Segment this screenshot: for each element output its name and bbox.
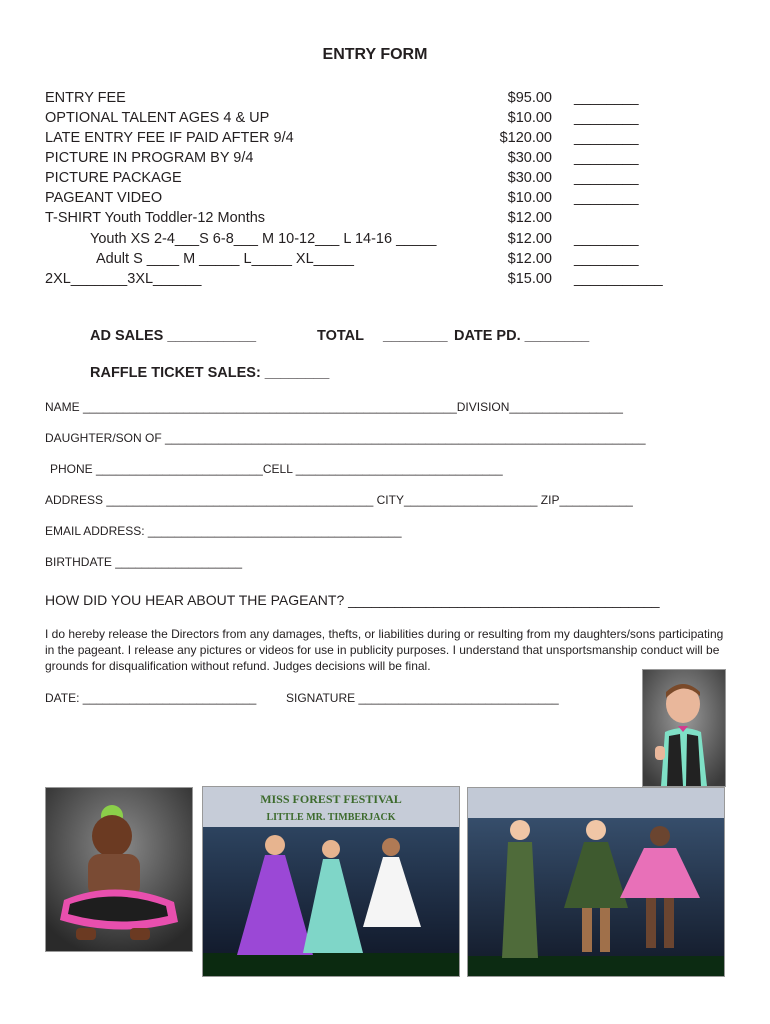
fee-label: OPTIONAL TALENT AGES 4 & UP bbox=[45, 110, 270, 126]
page-title: ENTRY FORM bbox=[322, 46, 428, 63]
fee-label: Youth XS 2-4___S 6-8___ M 10-12___ L 14-16 _____ bbox=[90, 231, 437, 247]
baby-contestant-photo bbox=[45, 787, 193, 952]
fee-amount: $120.00 bbox=[499, 130, 552, 146]
fee-amount: $12.00 bbox=[507, 210, 552, 226]
fee-blank[interactable]: ________ bbox=[574, 251, 639, 267]
fee-amount: $30.00 bbox=[507, 150, 552, 166]
fee-amount: $12.00 bbox=[507, 251, 552, 267]
fee-label: PICTURE IN PROGRAM BY 9/4 bbox=[45, 150, 254, 166]
fee-amount: $95.00 bbox=[507, 90, 552, 106]
fee-amount: $10.00 bbox=[507, 110, 552, 126]
address-field[interactable]: ADDRESS ________________________________________ CITY____________________ ZIP___________ bbox=[45, 493, 633, 507]
stage-contestants-photo bbox=[202, 786, 460, 977]
stage-banner-text-2: LITTLE MR. TIMBERJACK bbox=[266, 812, 396, 823]
raffle-ticket-field[interactable]: RAFFLE TICKET SALES: ________ bbox=[90, 365, 330, 381]
date-paid-field[interactable]: DATE PD. ________ bbox=[454, 328, 590, 344]
fee-blank[interactable]: ________ bbox=[574, 190, 639, 206]
total-field[interactable]: ________ bbox=[383, 328, 448, 344]
signature-field[interactable]: SIGNATURE ______________________________ bbox=[286, 691, 559, 705]
fee-blank[interactable]: ________ bbox=[574, 170, 639, 186]
hear-about-field[interactable]: HOW DID YOU HEAR ABOUT THE PAGEANT? ________________________________________ bbox=[45, 592, 660, 608]
fee-blank[interactable]: ________ bbox=[574, 130, 639, 146]
fee-label: PICTURE PACKAGE bbox=[45, 170, 182, 186]
fee-label: 2XL_______3XL______ bbox=[45, 271, 202, 287]
phone-cell-field[interactable]: PHONE _________________________CELL _______________________________ bbox=[50, 462, 503, 476]
fee-blank[interactable]: ________ bbox=[574, 90, 639, 106]
fee-amount: $30.00 bbox=[507, 170, 552, 186]
fee-blank[interactable]: ________ bbox=[574, 110, 639, 126]
release-paragraph: I do hereby release the Directors from any damages, thefts, or liabilities during or resulting from my daughters/sons participating in the pageant. I release any pictures or videos for use in publicity purposes. I understand that unsportsmanship conduct will be grounds for disqualification without refund. Judges decisions will be final. bbox=[45, 627, 724, 673]
date-field[interactable]: DATE: __________________________ bbox=[45, 691, 257, 705]
fee-amount: $15.00 bbox=[507, 271, 552, 287]
fee-label: LATE ENTRY FEE IF PAID AFTER 9/4 bbox=[45, 130, 294, 146]
fee-label: PAGEANT VIDEO bbox=[45, 190, 163, 206]
fee-label: ENTRY FEE bbox=[45, 90, 126, 106]
fee-label: Adult S ____ M _____ L_____ XL_____ bbox=[96, 251, 354, 267]
fee-blank[interactable]: ________ bbox=[574, 150, 639, 166]
total-label: TOTAL bbox=[317, 328, 364, 344]
stage-banner-text: MISS FOREST FESTIVAL bbox=[260, 792, 402, 806]
fee-amount: $12.00 bbox=[507, 231, 552, 247]
fee-label: T-SHIRT Youth Toddler-12 Months bbox=[45, 210, 266, 226]
daughter-son-of-field[interactable]: DAUGHTER/SON OF ________________________________________________________________________ bbox=[45, 431, 646, 445]
name-division-field[interactable]: NAME ________________________________________________________DIVISION_________________ bbox=[45, 400, 623, 414]
camo-contestants-photo bbox=[467, 787, 725, 977]
boy-portrait-photo bbox=[642, 669, 726, 787]
fee-blank[interactable]: ________ bbox=[574, 231, 639, 247]
fee-amount: $10.00 bbox=[507, 190, 552, 206]
ad-sales-field[interactable]: AD SALES ___________ bbox=[90, 328, 257, 344]
email-field[interactable]: EMAIL ADDRESS: ______________________________________ bbox=[45, 524, 402, 538]
birthdate-field[interactable]: BIRTHDATE ___________________ bbox=[45, 555, 243, 569]
fee-blank[interactable]: ___________ bbox=[574, 271, 663, 287]
